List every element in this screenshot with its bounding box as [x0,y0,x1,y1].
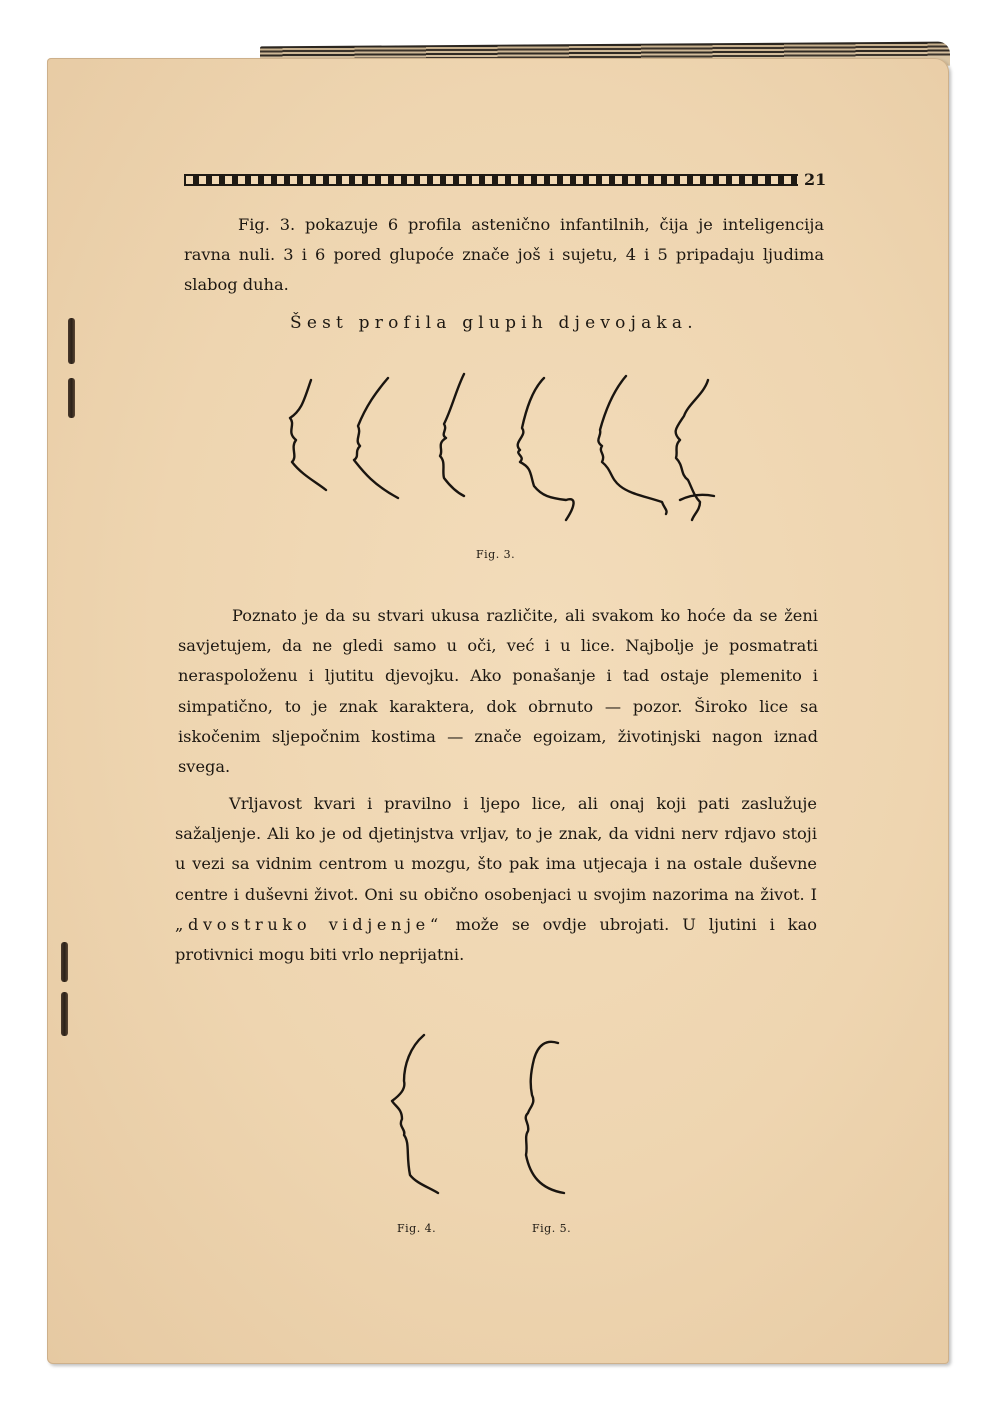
staple-bottom-upper [61,942,68,982]
decorative-header-rule [184,174,798,186]
fig5-caption: Fig. 5. [532,1222,572,1235]
fig4-caption: Fig. 4. [397,1222,437,1235]
figure-heading: Šest profila glupih djevojaka. [290,313,698,333]
profile-1 [290,380,326,490]
profile-5 [598,376,666,514]
staple-bottom-lower [61,992,68,1036]
paragraph-squint-spaced-term: „dvostruko vidjenje“ [175,914,443,934]
staple-top-lower [68,378,75,418]
profile-4 [518,378,574,520]
fig3-caption: Fig. 3. [476,548,516,561]
staple-top-upper [68,318,75,364]
paragraph-squint-text-1: Vrljavost kvari i pravilno i ljepo lice, ali onaj koji pati zaslužuje sažaljenje. Ali ko je od djetinjstva vrljav, to je znak, da vidni nerv rdjavo stoji u vezi sa vidnim centrom u mozgu, što pak ima utjecaja i na ostale duševne centre i duševni život. Oni su obično osobenjaci u svojim nazorima na život. I [175,794,817,904]
profile-3 [440,374,464,496]
page-header [184,170,827,194]
profile-fig5 [526,1042,564,1193]
profile-6 [676,380,714,520]
figures-4-and-5-profiles [380,1025,580,1205]
profile-fig4 [392,1035,438,1193]
paragraph-taste: Poznato je da su stvari ukusa različite, ali svakom ko hoće da se ženi savjetujem, da ne gledi samo u oči, već i u lice. Najbolje je posmatrati neraspoloženu i ljutitu djevojku. Ako ponašanje i tad ostaje plemenito i simpatično, to je znak karaktera, dok obrnuto — pozor. Široko lice sa iskočenim sljepočnim kostima — znače egoizam, životinjski nagon iznad svega. [178,606,818,777]
page-number: 21 [804,170,827,189]
paragraph-squint-text-2: može se ovdje ubrojati. U ljutini i kao protivnici mogu biti vrlo neprijatni. [175,914,817,965]
profile-2 [354,378,398,498]
paragraph-fig3-description: Fig. 3. pokazuje 6 profila astenično infantilnih, čija je inteligencija ravna nuli. 3 i 6 pored glupoće znače još i sujetu, 4 i 5 pripadaju ljudima slabog duha. [184,215,824,295]
paragraph-squint [175,789,817,970]
figure-3-six-profiles [280,370,730,530]
